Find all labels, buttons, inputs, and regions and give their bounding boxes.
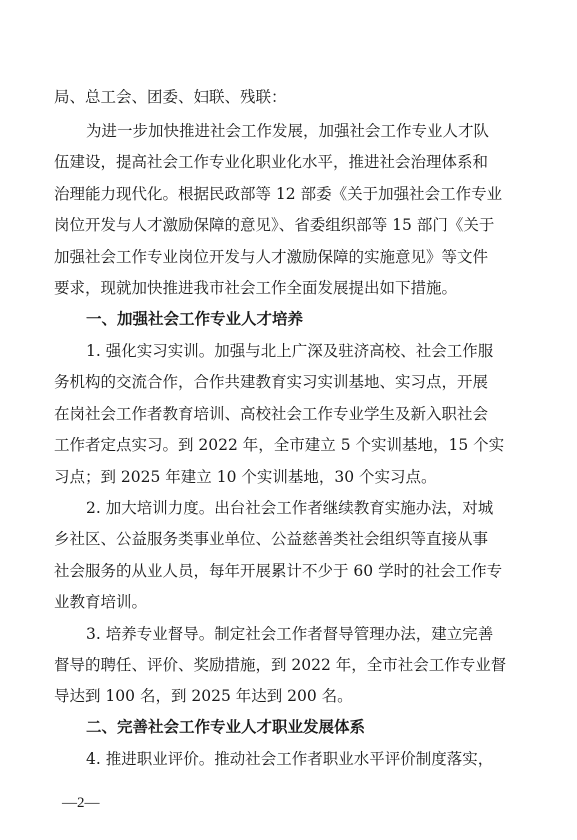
paragraph-intro-line: 为进一步加快推进社会工作发展，加强社会工作专业人才队 <box>86 122 490 140</box>
text-line: 局、总工会、团委、妇联、残联： <box>54 88 287 106</box>
text-line: 务机构的交流合作，合作共建教育实习实训基地、实习点，开展 <box>54 373 489 391</box>
section-heading-1: 一、加强社会工作专业人才培养 <box>86 310 304 328</box>
text-line: 加强社会工作专业岗位开发与人才激励保障的实施意见》等文件 <box>54 248 489 266</box>
text-line: 习点；到 2025 年建立 10 个实训基地，30 个实习点。 <box>54 468 437 486</box>
text-line: 社会服务的从业人员，每年开展累计不少于 60 学时的社会工作专 <box>54 562 503 580</box>
text-line: 伍建设，提高社会工作专业化职业化水平，推进社会治理体系和 <box>54 153 489 171</box>
item-1-line: 1. 强化实习实训。加强与北上广深及驻济高校、社会工作服 <box>86 342 494 360</box>
text-line: 治理能力现代化。根据民政部等 12 部委《关于加强社会工作专业 <box>54 185 503 203</box>
text-line: 要求，现就加快推进我市社会工作全面发展提出如下措施。 <box>54 279 458 297</box>
item-4-line: 4. 推进职业评价。推动社会工作者职业水平评价制度落实， <box>86 750 494 768</box>
section-heading-2: 二、完善社会工作专业人才职业发展体系 <box>86 718 366 736</box>
text-line: 乡社区、公益服务类事业单位、公益慈善类社会组织等直接从事 <box>54 530 489 548</box>
text-line: 工作者定点实习。到 2022 年，全市建立 5 个实训基地，15 个实 <box>54 436 505 454</box>
page-number: —2— <box>62 795 100 811</box>
text-line: 岗位开发与人才激励保障的意见》、省委组织部等 15 部门《关于 <box>54 216 495 234</box>
text-line: 业教育培训。 <box>54 593 148 611</box>
text-line: 督导的聘任、评价、奖励措施，到 2022 年，全市社会工作专业督 <box>54 656 507 674</box>
text-line: 导达到 100 名，到 2025 年达到 200 名。 <box>54 687 353 705</box>
item-2-line: 2. 加大培训力度。出台社会工作者继续教育实施办法，对城 <box>86 499 494 517</box>
item-3-line: 3. 培养专业督导。制定社会工作者督导管理办法，建立完善 <box>86 625 494 643</box>
text-line: 在岗社会工作者教育培训、高校社会工作专业学生及新入职社会 <box>54 405 489 423</box>
